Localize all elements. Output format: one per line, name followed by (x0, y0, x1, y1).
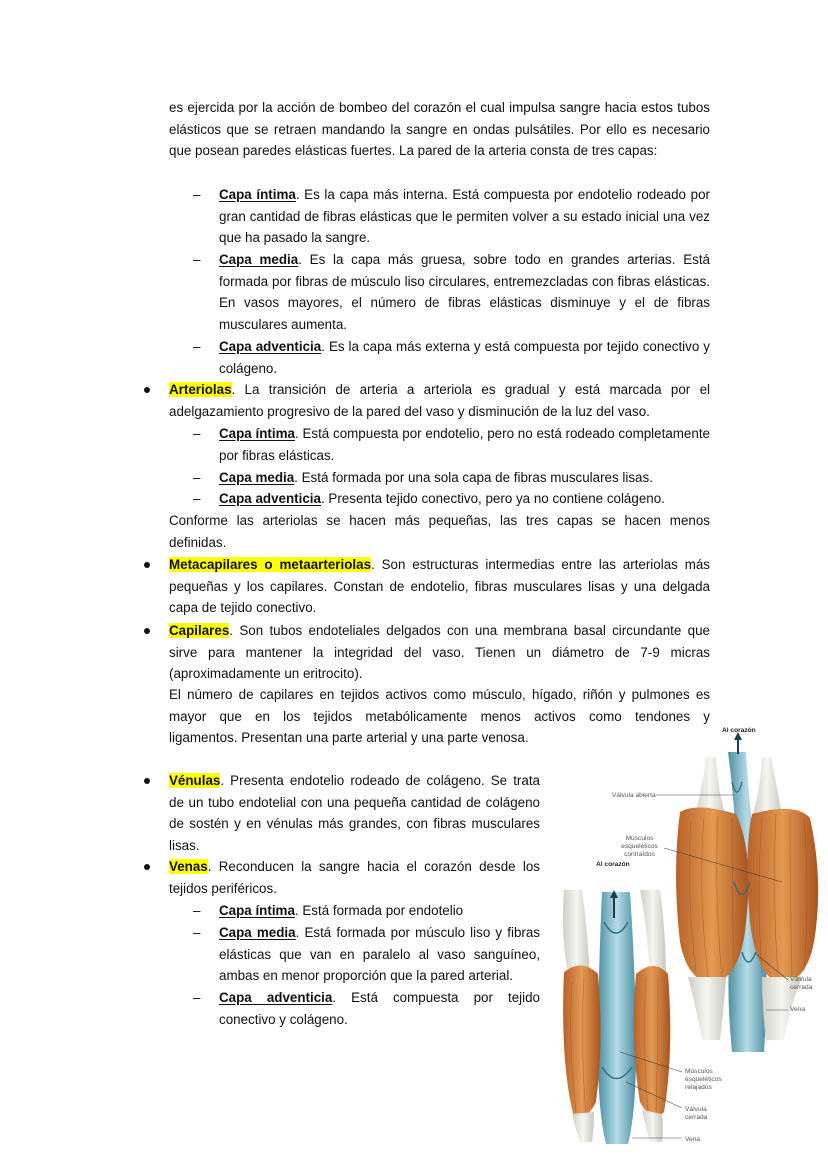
list-dash: – (193, 187, 201, 202)
term: Capa adventicia (219, 990, 333, 1005)
venas-adventicia-item (219, 987, 540, 1030)
bullet (144, 562, 150, 568)
vein-shape (598, 892, 636, 1144)
bullet (144, 778, 150, 784)
term-highlight: Capilares (169, 623, 230, 638)
definition: . Está formada por una sola capa de fibras musculares lisas. (294, 470, 653, 485)
definition: . Son tubos endoteliales delgados con una membrana basal circundante que sirve para mantener la integridad del vaso. Tienen un diámetro de 7-9 micras (aproximadamente un eritrocito). (169, 623, 710, 682)
venulas-item (169, 770, 540, 857)
arteriolas-item (169, 379, 710, 422)
definition: . Es la capa más interna. Está compuesta por endotelio rodeado por gran cantidad de fibras elásticas que le permiten volver a su estado inicial una vez que ha pasado la sangre. (219, 187, 710, 246)
term-highlight: Metacapilares o metaarteriolas (169, 557, 372, 572)
label-vena-right: Vena (790, 1006, 806, 1013)
venas-media-item (219, 922, 540, 987)
tendon-shape (572, 1112, 594, 1142)
label-valvula-abierta: Válvula abierta (612, 792, 656, 799)
term-highlight: Venas (169, 859, 208, 874)
bullet (144, 387, 150, 393)
definition: . La transición de arteria a arteriola es gradual y está marcada por el adelgazamiento progresivo de la pared del vaso y disminución de la luz del vaso. (169, 382, 710, 419)
arteriolas-adventicia-item (219, 488, 710, 510)
term-highlight: Vénulas (169, 773, 221, 788)
arteriolas-media-item (219, 467, 710, 489)
label-valvula-cerrada-right: Válvula cerrada (790, 976, 813, 991)
definition: . Presenta tejido conectivo, pero ya no contiene colágeno. (320, 491, 665, 506)
intro-paragraph: es ejercida por la acción de bombeo del corazón el cual impulsa sangre hacia estos tubos elásticos que se retraen mandando la sangre en ondas pulsátiles. Por ello es necesario que posean paredes elásticas fuertes. La pared de la arteria consta de tres capas: (169, 100, 710, 159)
list-dash: – (193, 252, 201, 267)
definition: . Está compuesta por tejido conectivo y colágeno. (219, 990, 541, 1027)
arteria-intima-item (219, 184, 710, 249)
tendon-shape (642, 1110, 663, 1142)
arteriolas-intima-item (219, 423, 710, 466)
arteria-adventicia-item (219, 336, 710, 379)
list-dash: – (193, 903, 201, 918)
label-musculos-contraidos: Músculos esqueléticos contraídos (621, 835, 658, 858)
tendon-shape (752, 757, 782, 817)
label-al-corazon-top: Al corazón (722, 727, 756, 734)
definition: . Presenta endotelio rodeado de colágeno. Se trata de un tubo endotelial con una pequeña cantidad de colágeno de sostén y en vénulas más grandes, con fibras musculares lisas. (169, 773, 540, 854)
list-dash: – (193, 990, 201, 1005)
term: Capa media (219, 252, 299, 267)
term: Capa íntima (219, 903, 295, 918)
term: Capa íntima (219, 187, 296, 202)
term: Capa media (219, 470, 295, 485)
definition: . Está compuesta por endotelio, pero no está rodeado completamente por fibras elásticas. (219, 426, 710, 463)
label-al-corazon-left: Al corazón (596, 861, 630, 868)
list-dash: – (193, 426, 201, 441)
bullet (144, 628, 150, 634)
definition: . Está formada por músculo liso y fibras elásticas que van en paralelo al vaso sanguíneo, ambas en menor proporción que la pared arterial. (219, 925, 540, 984)
term: Capa adventicia (219, 491, 321, 506)
list-dash: – (193, 491, 201, 506)
definition: . Reconducen la sangre hacia el corazón desde los tejidos periféricos. (169, 859, 540, 896)
muscle-relaxed-left (563, 965, 600, 1118)
list-dash: – (193, 925, 201, 940)
term: Capa adventicia (219, 339, 322, 354)
definition: . Son estructuras intermedias entre las arteriolas más pequeñas y los capilares. Constan de endotelio, fibras musculares lisas y una delgada capa de tejido conectivo. (169, 557, 710, 616)
muscle-contracted-right (747, 809, 818, 984)
term-highlight: Arteriolas (169, 382, 232, 397)
arteria-media-item (219, 249, 710, 336)
term: Capa media (219, 925, 296, 940)
label-vena-bottom: Vena (685, 1136, 701, 1143)
capilares-paragraph-1: El número de capilares en tejidos activos como músculo, hígado, riñón y pulmones es mayor que en los tejidos metabólicamente menos activos como tendones y (169, 687, 710, 724)
venas-intima-item (219, 900, 540, 922)
capilares-item (169, 620, 710, 685)
tendon-shape (688, 977, 726, 1040)
muscle-contracted-left (676, 807, 748, 984)
definition: . Es la capa más externa y está compuesta por tejido conectivo y colágeno. (219, 339, 710, 376)
bullet (144, 864, 150, 870)
venas-item (169, 856, 540, 899)
label-musculos-relajados: Músculos esqueléticos relajados (685, 1068, 722, 1091)
metacapilares-item (169, 554, 710, 619)
muscle-relaxed-right (634, 966, 671, 1116)
definition: . Es la capa más gruesa, sobre todo en grandes arterias. Está formada por fibras de músculo liso circulares, entremezcladas con fibras elásticas. En vasos mayores, el número de fibras elásticas disminuye y el de fibras musculares aumenta. (219, 252, 711, 333)
definition: . Está formada por endotelio (294, 903, 464, 918)
capilares-paragraph-2: ligamentos. Presentan una parte arterial y una parte venosa. (169, 730, 529, 745)
list-dash: – (193, 339, 201, 354)
list-dash: – (193, 470, 201, 485)
term: Capa íntima (219, 426, 295, 441)
arteriolas-closing: Conforme las arteriolas se hacen más pequeñas, las tres capas se hacen menos definidas. (169, 513, 710, 550)
label-valvula-cerrada-bottom: Válvula cerrada (685, 1106, 708, 1121)
